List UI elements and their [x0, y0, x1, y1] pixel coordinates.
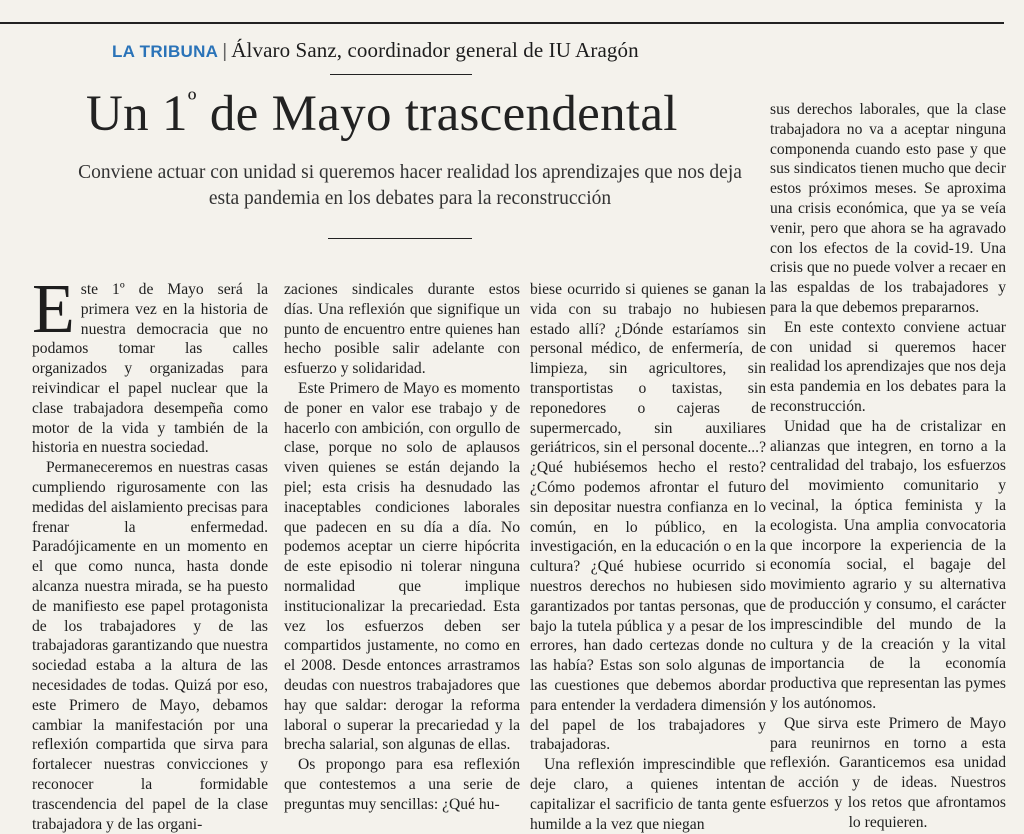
headline — [86, 88, 678, 140]
paragraph: Una reflexión imprescindible que deje claro, a quienes intentan capitalizar el sacrificio de tanta gente humilde a la vez que niegan — [530, 756, 766, 833]
paragraph: biese ocurrido si quienes se ganan la vida con su trabajo no hubiesen estado allí? ¿Dónde estaríamos sin personal médico, de enfermería, de limpieza, sin agricultores, sin transportistas o taxistas, sin reponedores o cajeras de supermercado, sin auxiliares geriátricos, sin el personal docente...? ¿Qué hubiésemos hecho el resto? ¿Cómo podemos afrontar el futuro sin depositar nuestra confianza en lo común, en lo público, en la investigación, en la educación o en la cultura? ¿Qué hubiese ocurrido si nuestros derechos no hubiesen sido garantizados por tantas personas, que bajo la tutela pública y a pesar de los errores, han dado certezas donde no las había? Estas son solo algunas de las cuestiones que debemos abordar para entender la verdadera dimensión del papel de los trabajadores y trabajadoras. — [530, 281, 766, 754]
article-column-4 — [770, 100, 1007, 831]
paragraph: Que sirva este Primero de Mayo para reunirnos en torno a esta reflexión. Garanticemos esa unidad de acción y de ideas. Nuestros esfuerzos y los retos que afrontamos lo requieren. — [770, 714, 1006, 831]
drop-cap: E — [32, 271, 75, 348]
headline-part-2: de Mayo trascendental — [196, 86, 678, 142]
headline-top-rule — [330, 74, 472, 75]
article-column-3 — [530, 280, 766, 833]
subheadline: Conviene actuar con unidad si queremos hacer realidad los aprendizajes que nos deja esta pandemia en los debates para la reconstrucción — [78, 162, 742, 209]
kicker-line — [112, 38, 639, 63]
section-label: LA TRIBUNA — [112, 42, 219, 61]
paragraph: Este Primero de Mayo es momento de poner en valor ese trabajo y de hacerlo con ambición, con orgullo de clase, porque no solo de aplausos viven quienes se están dejando la piel; esta crisis ha desnudado las inaceptables condiciones laborales que padecen en su día a día. No podemos aceptar un cierre hipócrita de este episodio ni tolerar ninguna normalidad que implique institucionalizar la precariedad. Esta vez los esfuerzos deben ser compartidos justamente, no como en el 2008. Desde entonces arrastramos deudas con nuestros trabajadores que hay que saldar: derogar la reforma laboral o superar la precariedad y la brecha salarial, son algunas de ellas. — [284, 379, 520, 754]
paragraph — [32, 271, 268, 458]
headline-part-1: Un 1 — [86, 86, 188, 142]
article-column-2 — [284, 280, 520, 815]
paragraph-text: ste 1º de Mayo será la primera vez en la historia de nuestra democracia que no podamos tomar las calles organizados y organizadas para reivindicar el papel nuclear que la clase trabajadora desempeña como motor de la vida y también de la historia en nuestra sociedad. — [32, 281, 268, 457]
paragraph: Unidad que ha de cristalizar en alianzas que integren, en torno a la centralidad del trabajo, los esfuerzos del movimiento comunitario y vecinal, la óptica feminista y la ecologista. Una amplia convocatoria que incorpore la experiencia de la economía social, el bagaje del movimiento agrario y su alternativa de producción y consumo, el carácter imprescindible del mundo de la cultura y de la creación y la vital importancia de la economía productiva que representan las pymes y los autónomos. — [770, 417, 1006, 712]
top-rule — [0, 22, 1004, 24]
paragraph: En este contexto conviene actuar con unidad si queremos hacer realidad los aprendizajes que nos deja esta pandemia en los debates para la reconstrucción. — [770, 318, 1006, 415]
subhead-bottom-rule — [328, 238, 472, 239]
paragraph: zaciones sindicales durante estos días. Una reflexión que signifique un punto de encuentro entre quienes han hecho posible salir adelante con esfuerzo y solidaridad. — [284, 281, 520, 378]
paragraph: Permaneceremos en nuestras casas cumpliendo rigurosamente con las medidas del aislamiento precisas para frenar la enfermedad. Paradójicamente en un momento en el que como nunca, hasta donde alcanza nuestra mirada, se ha puesto de manifiesto ese papel protagonista de los trabajadores y de las trabajadoras garantizando que nuestra sociedad estaba a la altura de las necesidades de todas. Quizá por eso, este Primero de Mayo, debamos cambiar la manifestación por una reflexión compartida que sirva para fortalecer nuestras convicciones y reconocer la formidable trascendencia del papel de la clase trabajadora y de las organi- — [32, 459, 268, 833]
headline-ordinal: º — [187, 86, 197, 117]
paragraph: sus derechos laborales, que la clase trabajadora no va a aceptar ninguna componenda cuando esto pase y que sus sindicatos tienen mucho que decir estos próximos meses. Se aproxima una crisis económica, que ya se veía venir, pero que ahora se ha agravado con los efectos de la covid-19. Una crisis que no puede volver a recaer en las espaldas de los trabajadores y para la que debemos prepararnos. — [770, 101, 1007, 316]
author-byline: Álvaro Sanz, coordinador general de IU Aragón — [231, 38, 639, 62]
paragraph: Os propongo para esa reflexión que contestemos a una serie de preguntas muy sencillas: ¿Qué hu- — [284, 756, 520, 813]
kicker-separator: | — [222, 41, 228, 62]
article-column-1 — [32, 271, 268, 833]
